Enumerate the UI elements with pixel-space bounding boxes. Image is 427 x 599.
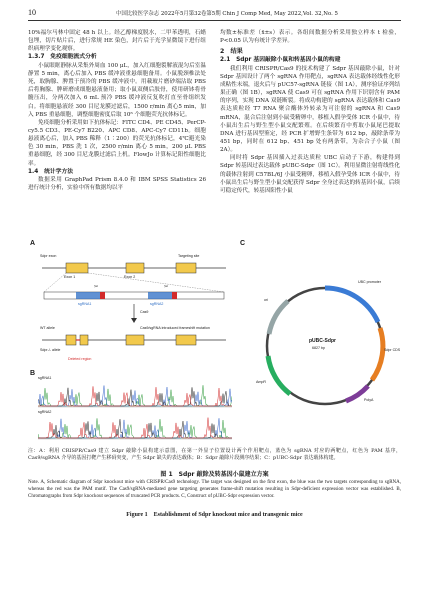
figure-1 — [28, 240, 401, 445]
panel-a-label: A — [30, 240, 36, 247]
chromatogram-row-label: sgRNA1 — [38, 376, 52, 380]
ori-arc — [269, 301, 288, 334]
deleted-region-label: Deleted region — [68, 357, 92, 361]
section-heading: 2.1 Sdpr 基因敲除小鼠和转基因小鼠的构建 — [220, 57, 341, 64]
paragraph: 小鼠眼眶静脉从采集外周血 100 μL，加入红细胞裂解液混匀后室温静置 5 min，离心后加入 PBS 缓冲液重悬细胞备用。小鼠脱颈椎法处死，取胸腺、脾置于预冷的 PBS 缓冲液中。用載玻片磨砂端沾取 PBS 后将胸腺、脾研磨成细胞悬液备用；取小鼠双侧后肢骨，使用研钵将骨髓压出，分两次加入 6 mL 预冷 PBS 缓冲液反复吹打直至骨组织发白。将细胞悬液经 300 目尼龙膜过滤后，1500 r/min 离心5 min，加入 PBS 重悬细胞，调整细胞密度后取 10⁶ 个细胞荧光抗体标记。 — [28, 62, 206, 118]
paragraph: 我们利用 CRISPR/Cas9 的技术构建了 Sdpr 基因敲除小鼠，针对 Sdpr 基因设计了两个 sgRNA 作用靶点，sgRNA 表达载体经线性化形成粘性末端，退火后与 pUC57-sgRNA 链接（图 1A），测序验证序列结果正确（图 1B），sgRNA 使 Cas9 可在 sgRNA 作用下识别含有 PAM 的序列，实现 DNA 双链断裂。将成功构建的 sgRNA 表达载体和 Cas9 表达质粒经 T7 RNA 聚合酶体外转录为可注射的 sgRNA 和 Cas9 mRNA，混合后注射到小鼠受精卵中，移植入假孕受体 ICR 小鼠中，待小鼠出生后与野生型小鼠交配繁殖。在后续繁育中剪取小鼠尾巴提取 DNA 进行基因型鉴定，经 PCR 扩增野生条带为 612 bp，敲除条带为 451 bp，同时在 612 bp、451 bp 处有两条带，为杂合子小鼠（图 2A）。 — [220, 65, 400, 154]
exon-box — [66, 263, 88, 273]
running-header — [28, 8, 401, 21]
page-number: 10 — [28, 8, 36, 17]
exon-box — [126, 263, 144, 273]
sdpr-cds-label: Sdpr CDS — [384, 348, 401, 352]
sequencing-chromatogram — [38, 376, 232, 442]
figure-caption-cn: 图 1 Sdpr 敲除及转基因小鼠建立方案 — [160, 471, 269, 478]
ori-label: ori — [264, 298, 268, 302]
paragraph: 10%福尔马林中固定 48 h 以上。经乙醇梯度脱水，二甲苯透明，石蜡包埋，切片贴片后，进行常规 HE 染色，封片后于光学显微镜下进行组织病理学变化观察。 — [28, 30, 206, 53]
figure-note-cn — [28, 448, 401, 462]
ko-allele-label: Sdpr-/- allele — [40, 348, 61, 352]
ubc-promoter-arc — [325, 288, 378, 322]
paragraph: 同时将 Sdpr 基因插入过表达质粒 UBC 启动子下游，构建得到 Sdpr 转基因过表达载体 pUBC-Sdpr（图 1C）。利用显微注射将线性化的载体注射到 C57BL/6J 小鼠受精卵，移植入假孕受体 ICR 小鼠中，待小鼠出生后与野生型小鼠交配获得 Sdpr 全身过表达的转基因小鼠，后续可稳定传代，转基因阳性小鼠 — [220, 155, 400, 194]
gene-row-label: Sdpr exon — [40, 254, 57, 258]
wt-allele-label: WT allele — [40, 326, 55, 330]
knockout-schematic — [36, 246, 232, 366]
plasmid-size: 6827 bp — [312, 346, 325, 350]
pam-motif — [172, 292, 177, 299]
journal-citation: 中国比较医学杂志 2022年5月第32卷第5期 Chin J Comp Med, May 2022,Vol. 32,No. 5 — [116, 11, 338, 17]
sgrna-target — [76, 292, 100, 299]
section-heading: 1.4 统计学方法 — [28, 168, 74, 175]
exon-box — [176, 263, 196, 273]
sgrna2-label: sgRNA2 — [150, 302, 164, 306]
panel-b-label: B — [30, 370, 36, 377]
sgrna-target — [148, 292, 172, 299]
figure-note-en — [28, 479, 401, 501]
chromatogram-row-label: sgRNA2 — [38, 410, 52, 414]
ampr-arc — [268, 356, 290, 394]
paragraph: 免疫细胞分析采用如下抗体标记：FITC CD4、PE CD45、PerCP-cy5.5 CD3、PE-Cy7 B220、APC CD8、APC-Cy7 CD11b。细胞悬液离心后，加入 PBS 稀释（1∶200）的荧光抗体标记，4℃避光染色 30 min，PBS 洗 1 次，2500 r/min 离心 5 min，200 μL PBS 重悬细胞，经 300 目尼龙膜过滤后上机。FlowJo 计算标记阳性细胞比率。 — [28, 119, 206, 167]
paragraph: 均数±标准差（x̄±s）表示。各组间数据分析采用独立样本 t 检验，P<0.05 认为有统计学差异。 — [220, 30, 400, 45]
chromatogram-trace — [38, 387, 232, 406]
section-heading: 2 结果 — [220, 48, 243, 56]
note-en-text: Note. A, Schematic diagram of Sdpr knockout mice with CRISPR/Cas9 technology. The target was designed on the first exon, the blue was the two targets corresponding to sgRNA, whereas the red was the PAM motif. The Cas9/sgRNA-mediated gene targeting generates frame-shift mutation resulting in Sdpr-deficient expression vector was established. B, Chromatographs from Sdpr knockout sequences of truncated PCR products. C, Construct of pUBC-Sdpr expression vector. — [28, 480, 401, 500]
plasmid-title: pUBC-Sdpr — [309, 338, 336, 344]
svg-text:✂: ✂ — [94, 284, 99, 290]
sgrna1-label: sgRNA1 — [78, 302, 92, 306]
paragraph: 数据采用 GraphPad Prism 8.4.0 和 IBM SPSS Statistics 26 进行统计分析，实验中所有数据均以平 — [28, 177, 206, 192]
cas9-label: Cas9 — [140, 310, 149, 314]
chromatogram-trace — [38, 418, 232, 438]
left-column — [28, 29, 206, 192]
figure-caption-en: Figure 1 Establishment of Sdpr knockout mice and transgenic mice — [126, 512, 303, 518]
ampr-label: AmpR — [256, 380, 266, 384]
svg-text:✂: ✂ — [164, 284, 169, 290]
ubc-label: UBC promoter — [358, 280, 381, 284]
section-heading: 1.3.7 免疫细胞流式分析 — [28, 54, 97, 61]
pam-motif — [100, 292, 105, 299]
targeting-label: Targeting site — [178, 254, 200, 258]
note-cn-text: 注：A：利用 CRISPR/Cas9 建立 Sdpr 敲除小鼠构建示意图，在第一外显子位置设计两个作用靶点，蓝色为 sgRNA 对应的两靶点，红色为 PAM 基序，Cas9/sgRNA 介导的基因打靶产生移码突变，产生 Sdpr 缺失的表达载体；B：Sdpr 敲除片段测序结果；C：pUBC-Sdpr 表达载体构建。 — [28, 448, 401, 462]
polya-label: PolyA — [364, 398, 374, 402]
frameshift-label: Cas9/sgRNA introduced frameshift mutation — [140, 326, 210, 330]
right-column — [220, 29, 400, 195]
exon2-label: Exon 2 — [124, 275, 136, 279]
exon1-label: Exon 1 — [64, 275, 76, 279]
panel-c-label: C — [240, 240, 246, 247]
sdpr-cds-arc — [372, 328, 383, 380]
